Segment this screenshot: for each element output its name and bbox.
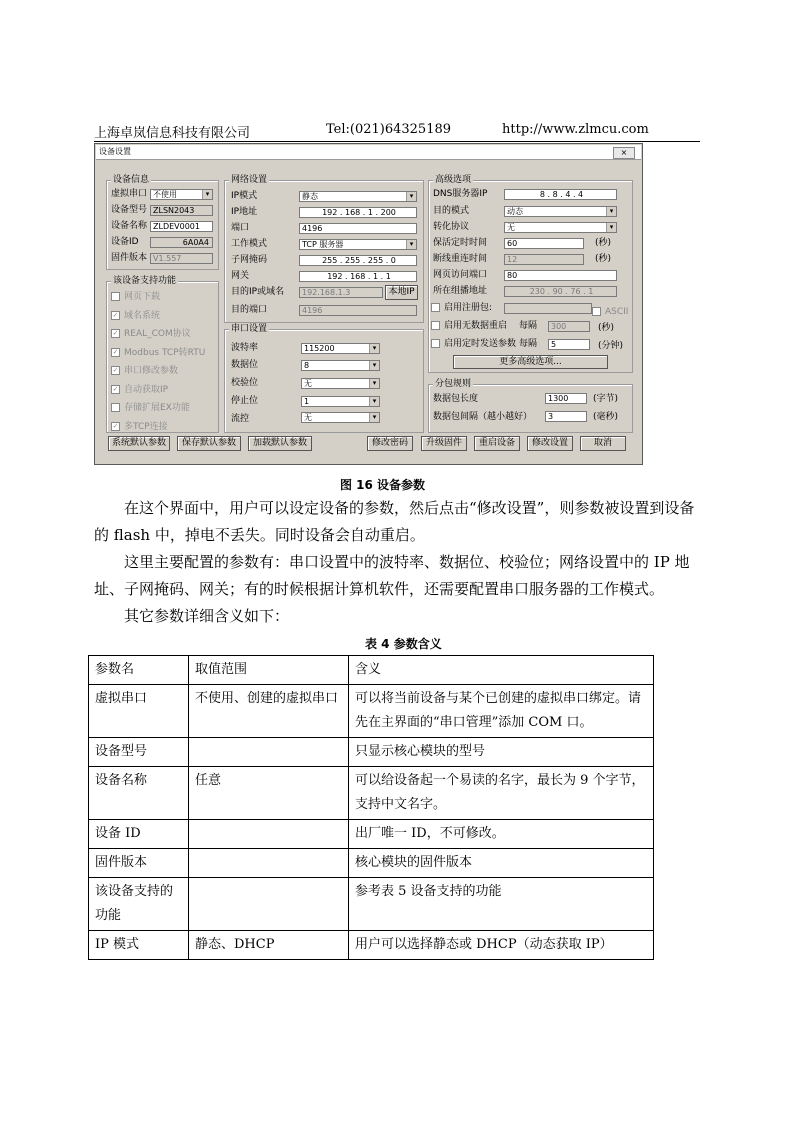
name-label: 设备名称 (111, 221, 148, 231)
reg-packet-label: 启用注册包: (444, 303, 493, 313)
nodata-unit: (秒) (598, 323, 615, 333)
databits-select[interactable]: 8 ▾ (301, 360, 380, 371)
system-default-button[interactable]: 系统默认参数 (108, 436, 170, 451)
table-cell (189, 738, 349, 767)
flow-label: 流控 (231, 414, 250, 424)
reg-packet-field (504, 303, 592, 314)
dest-ip-label: 目的IP或域名 (231, 287, 285, 297)
table-row (89, 931, 654, 960)
id-field: 6A0A4 (150, 237, 213, 248)
model-field: ZLSN2043 (150, 205, 213, 216)
feature-label: 串口修改参数 (124, 366, 179, 376)
params-table (88, 655, 654, 960)
dialog-title: 设备设置 (99, 147, 131, 156)
advanced-title: 高级选项 (435, 175, 472, 185)
feature-label: 自动获取IP (124, 384, 169, 395)
table-row (89, 685, 654, 738)
reconnect-label: 断线重连时间 (433, 254, 488, 264)
mask-field[interactable]: 255 . 255 . 255 . 0 (299, 255, 417, 266)
feature-checkbox[interactable] (111, 384, 168, 396)
mcast-field: 230 . 90 . 76 . 1 (504, 286, 617, 297)
device-settings-dialog (94, 143, 643, 465)
feature-check-mark: ✓ (112, 421, 119, 430)
packet-length-unit: (字节) (593, 394, 619, 404)
model-label: 设备型号 (111, 205, 148, 215)
packet-group (428, 379, 633, 433)
table-cell: 设备型号 (89, 738, 189, 767)
ip-field[interactable]: 192 . 168 . 1 . 200 (299, 207, 417, 218)
baud-label: 波特率 (231, 343, 259, 353)
header-url: http://www.zlmcu.com (502, 122, 649, 137)
timer-field[interactable]: 5 (548, 339, 590, 350)
dest-port-field: 4196 (299, 305, 417, 316)
serial-title: 串口设置 (231, 324, 268, 334)
port-label: 端口 (231, 223, 250, 233)
table-cell: 固件版本 (89, 849, 189, 878)
table-header-cell: 含义 (349, 656, 654, 685)
table-cell: 核心模块的固件版本 (349, 849, 654, 878)
feature-checkbox[interactable] (111, 291, 160, 303)
virtual-port-label: 虚拟串口 (111, 189, 148, 199)
feature-checkbox[interactable] (111, 365, 178, 377)
table-cell: 可以将当前设备与某个已创建的虚拟串口绑定。请先在主界面的“串口管理”添加 COM 口。 (349, 685, 654, 738)
name-field[interactable]: ZLDEV0001 (150, 221, 213, 232)
paragraph-2: 这里主要配置的参数有：串口设置中的波特率、数据位、校验位；网络设置中的 IP 地址、子网掩码、网关；有的时候根据计算机软件，还需要配置串口服务器的工作模式。 (94, 553, 690, 598)
feature-check-mark: ✓ (112, 329, 119, 337)
close-button[interactable]: × (613, 147, 635, 159)
id-label: 设备ID (111, 237, 139, 247)
table-header-cell: 参数名 (89, 656, 189, 685)
table-cell: 可以给设备起一个易读的名字，最长为 9 个字节，支持中文名字。 (349, 767, 654, 820)
table-cell: 该设备支持的功能 (89, 878, 189, 931)
table-cell: 出厂唯一 ID，不可修改。 (349, 820, 654, 849)
packet-interval-field[interactable]: 3 (545, 411, 587, 422)
mcast-label: 所在组播地址 (433, 286, 488, 296)
ascii-checkbox[interactable] (592, 306, 628, 318)
dns-label: DNS服务器IP (433, 189, 488, 199)
header-divider (94, 141, 700, 142)
table-cell: 用户可以选择静态或 DHCP（动态获取 IP） (349, 931, 654, 960)
network-title: 网络设置 (231, 175, 268, 185)
feature-label: Modbus TCP转RTU (124, 347, 206, 358)
save-default-button[interactable]: 保存默认参数 (177, 436, 241, 451)
feature-check-mark: ✓ (112, 384, 119, 393)
packet-title: 分包规则 (435, 379, 472, 389)
feature-check-mark (111, 292, 120, 301)
timer-send-label: 启用定时发送参数 (444, 339, 517, 349)
feature-checkbox[interactable] (111, 328, 191, 340)
nodata-every-label: 每隔 (519, 321, 538, 331)
table-cell (189, 878, 349, 931)
port-field[interactable]: 4196 (299, 223, 417, 234)
header-tel: Tel:(021)64325189 (326, 122, 452, 137)
dest-mode-label: 目的模式 (433, 206, 470, 216)
timer-send-checkbox[interactable] (431, 338, 516, 350)
feature-check-mark (111, 403, 120, 412)
table-cell (189, 849, 349, 878)
keepalive-unit: (秒) (595, 238, 612, 248)
table-cell: 设备 ID (89, 820, 189, 849)
header-company: 上海卓岚信息科技有限公司 (94, 126, 251, 141)
packet-length-field[interactable]: 1300 (545, 393, 587, 404)
modify-settings-button[interactable]: 修改设置 (527, 436, 573, 451)
table-header-cell: 取值范围 (189, 656, 349, 685)
local-ip-button[interactable]: 本地IP (385, 285, 418, 300)
conv-label: 转化协议 (433, 222, 470, 232)
web-port-label: 网页访问端口 (433, 270, 488, 280)
table-row (89, 767, 654, 820)
parity-select[interactable]: 无 ▾ (301, 378, 380, 389)
dialog-title-bar (96, 145, 641, 160)
restart-device-button[interactable]: 重启设备 (474, 436, 520, 451)
feature-label: 存储扩展EX功能 (124, 403, 190, 413)
cancel-button[interactable]: 取消 (580, 436, 626, 451)
table-cell (189, 820, 349, 849)
mask-label: 子网掩码 (231, 255, 268, 265)
feature-checkbox[interactable] (111, 402, 190, 414)
databits-label: 数据位 (231, 360, 259, 370)
baud-select[interactable]: 115200 ▾ (301, 343, 380, 354)
work-mode-select[interactable]: TCP 服务器 ▾ (299, 239, 417, 250)
timer-every-label: 每隔 (519, 339, 538, 349)
reconnect-field: 12 (504, 254, 584, 265)
gateway-label: 网关 (231, 271, 250, 281)
table-row (89, 820, 654, 849)
upgrade-firmware-button[interactable]: 升级固件 (421, 436, 467, 451)
nodata-restart-checkbox[interactable] (431, 320, 507, 332)
reconnect-unit: (秒) (595, 254, 612, 264)
table-header-row (89, 656, 654, 685)
ip-mode-select[interactable]: 静态 ▾ (299, 191, 417, 202)
table-row (89, 849, 654, 878)
table-cell: 任意 (189, 767, 349, 820)
table-cell: 设备名称 (89, 767, 189, 820)
feature-check-mark: ✓ (112, 366, 119, 374)
keepalive-label: 保活定时时间 (433, 238, 488, 248)
dns-field[interactable]: 8 . 8 . 4 . 4 (504, 189, 617, 200)
more-advanced-button[interactable]: 更多高级选项... (453, 355, 608, 369)
paragraph-1: 在这个界面中，用户可以设定设备的参数，然后点击“修改设置”，则参数被设置到设备的 flash 中，掉电不丢失。同时设备会自动重启。 (94, 499, 695, 544)
packet-interval-unit: (毫秒) (593, 412, 619, 422)
flow-select[interactable]: 无 ▾ (301, 412, 380, 423)
nodata-field: 300 (548, 321, 590, 332)
ascii-label: ASCII (605, 307, 629, 317)
timer-unit: (分钟) (598, 341, 624, 351)
figure-caption: 图 16 设备参数 (340, 478, 426, 492)
table-row (89, 878, 654, 931)
conv-select[interactable]: 无 ▾ (504, 222, 617, 233)
table-row (89, 738, 654, 767)
fw-label: 固件版本 (111, 253, 148, 263)
feature-checkbox[interactable] (111, 310, 160, 322)
stopbits-select[interactable]: 1 ▾ (301, 396, 380, 407)
stopbits-label: 停止位 (231, 396, 259, 406)
load-default-button[interactable]: 加载默认参数 (248, 436, 312, 451)
feature-label: 域名系统 (124, 310, 161, 321)
table-cell: 虚拟串口 (89, 685, 189, 738)
ip-label: IP地址 (231, 207, 258, 217)
web-port-field[interactable]: 80 (504, 270, 617, 281)
change-password-button[interactable]: 修改密码 (367, 436, 413, 451)
dest-mode-select[interactable]: 动态 ▾ (504, 206, 617, 217)
table-cell: IP 模式 (89, 931, 189, 960)
nodata-restart-label: 启用无数据重启 (444, 321, 508, 331)
paragraph-3: 其它参数详细含义如下： (124, 607, 290, 625)
dest-ip-field: 192.168.1.3 (299, 287, 383, 298)
table-cell: 静态、DHCP (189, 931, 349, 960)
feature-checkbox[interactable] (111, 347, 205, 359)
feature-checkbox[interactable] (111, 421, 168, 433)
device-info-title: 设备信息 (113, 175, 150, 185)
table-cell: 只显示核心模块的型号 (349, 738, 654, 767)
table-cell: 参考表 5 设备支持的功能 (349, 878, 654, 931)
dest-port-label: 目的端口 (231, 305, 268, 315)
gateway-field[interactable]: 192 . 168 . 1 . 1 (299, 271, 417, 282)
table-caption: 表 4 参数含义 (365, 637, 442, 651)
feature-label: 多TCP连接 (124, 421, 168, 432)
virtual-port-select[interactable]: 不使用 ▾ (150, 189, 213, 200)
packet-length-label: 数据包长度 (433, 394, 479, 404)
reg-packet-checkbox[interactable] (431, 302, 492, 314)
feature-label: 网页下载 (124, 292, 161, 302)
features-title: 该设备支持功能 (113, 276, 177, 286)
fw-field: V1.557 (150, 253, 213, 264)
feature-check-mark: ✓ (112, 347, 119, 356)
ip-mode-label: IP模式 (231, 191, 258, 201)
parity-label: 校验位 (231, 378, 259, 388)
packet-interval-label: 数据包间隔（越小越好） (433, 412, 533, 422)
feature-label: REAL_COM协议 (124, 329, 191, 339)
table-cell: 不使用、创建的虚拟串口 (189, 685, 349, 738)
keepalive-field[interactable]: 60 (504, 238, 584, 249)
feature-check-mark: ✓ (112, 310, 119, 319)
work-mode-label: 工作模式 (231, 239, 268, 249)
